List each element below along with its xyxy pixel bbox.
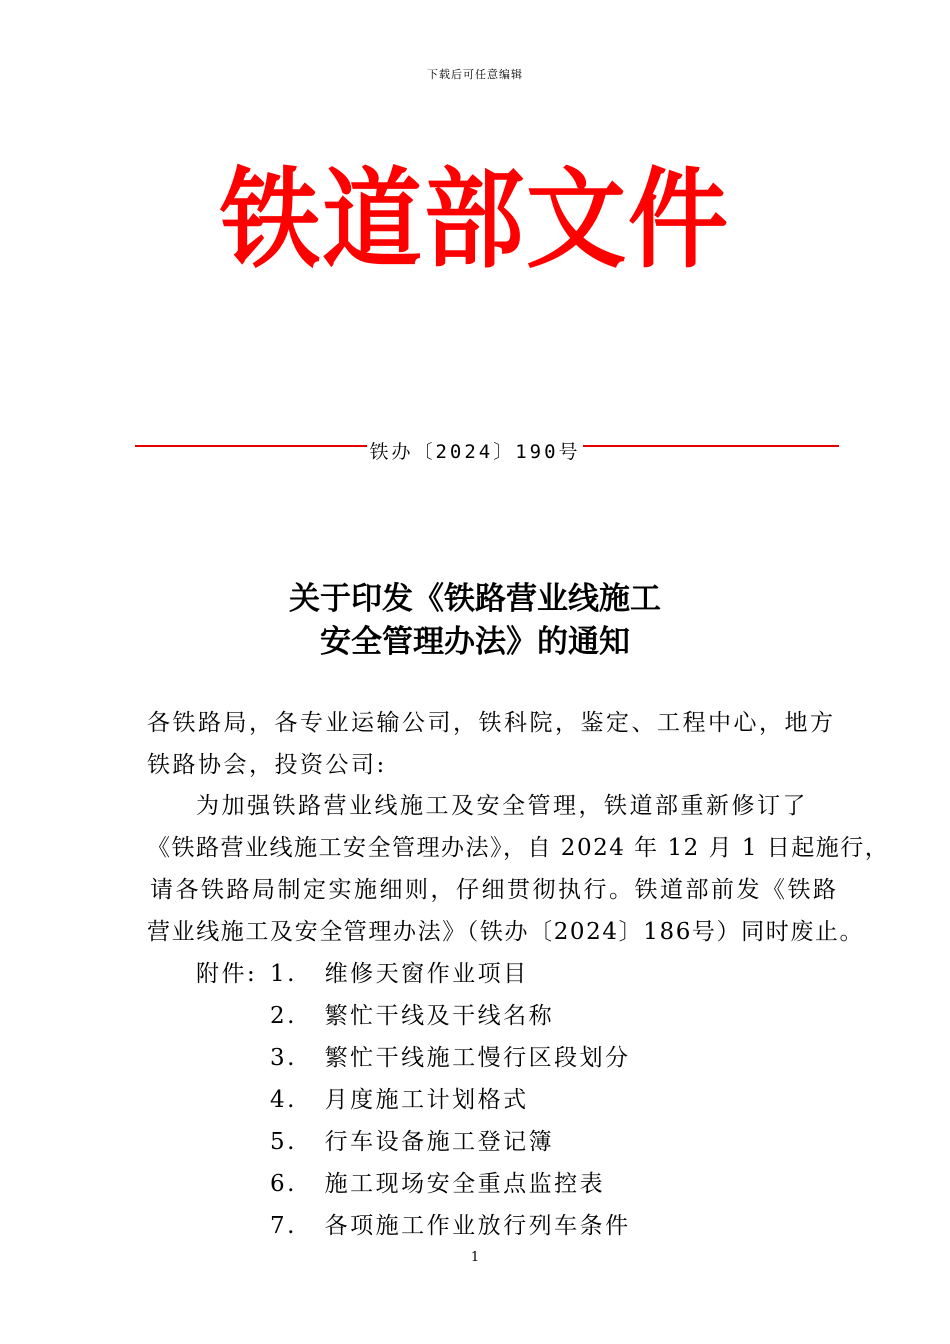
document-number — [0, 437, 950, 467]
attachment-item-5 — [270, 1127, 554, 1157]
attachment-item-4 — [270, 1085, 529, 1115]
attachment-number: 3. — [270, 1045, 297, 1071]
recipients-line-1: 各铁路局，各专业运输公司，铁科院，鉴定、工程中心，地方 — [147, 710, 836, 736]
attachment-number: 7. — [270, 1213, 297, 1239]
attachments-label: 附件: — [196, 961, 258, 987]
attachment-text: 繁忙干线及干线名称 — [324, 1003, 555, 1029]
attachment-number: 1. — [270, 961, 297, 987]
attachment-number: 4. — [270, 1087, 297, 1113]
notice-title — [0, 578, 950, 664]
page-number: 1 — [470, 1250, 480, 1265]
document-title: 铁道部文件 — [220, 156, 730, 283]
attachment-text: 行车设备施工登记簿 — [324, 1129, 555, 1155]
recipients-line-2: 铁路协会，投资公司: — [147, 752, 387, 778]
attachment-text: 月度施工计划格式 — [324, 1087, 529, 1113]
attachment-item-6 — [270, 1169, 605, 1199]
attachment-item-1 — [270, 959, 529, 989]
attachment-number: 5. — [270, 1129, 297, 1155]
body-line-3: 请各铁路局制定实施细则，仔细贯彻执行。铁道部前发《铁路 — [150, 877, 839, 903]
attachment-number: 2. — [270, 1003, 297, 1029]
attachment-item-2 — [270, 1001, 554, 1031]
notice-title-line-1: 关于印发《铁路营业线施工 — [289, 581, 661, 617]
document-number-text: 铁办〔2024〕190号 — [369, 441, 581, 463]
attachment-item-3 — [270, 1043, 631, 1073]
body-line-4: 营业线施工及安全管理办法》（铁办〔2024〕186号）同时废止。 — [147, 919, 865, 945]
attachment-number: 6. — [270, 1171, 297, 1197]
notice-title-line-2: 安全管理办法》的通知 — [320, 624, 630, 660]
attachment-text: 各项施工作业放行列车条件 — [324, 1213, 631, 1239]
header-note: 下载后可任意编辑 — [427, 68, 523, 81]
attachment-text: 维修天窗作业项目 — [324, 961, 529, 987]
attachment-text: 施工现场安全重点监控表 — [324, 1171, 606, 1197]
body-line-2: 《铁路营业线施工安全管理办法》，自 2024 年 12 月 1 日起施行， — [147, 835, 890, 861]
attachment-item-7 — [270, 1211, 631, 1241]
body-line-1: 为加强铁路营业线施工及安全管理，铁道部重新修订了 — [196, 793, 808, 819]
attachment-text: 繁忙干线施工慢行区段划分 — [324, 1045, 631, 1071]
